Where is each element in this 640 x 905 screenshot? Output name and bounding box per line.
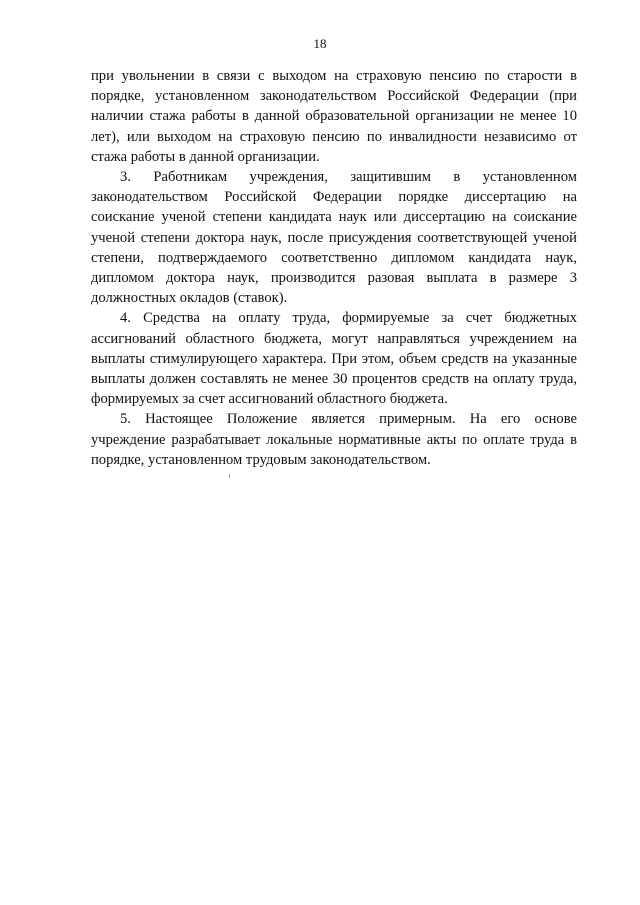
paragraph-continuation: при увольнении в связи с выходом на страховую пенсию по старости в порядке, установленном законодательством Российской Федерации (при наличии стажа работы в данной образовательной организации не менее 10 лет), или выходом на страховую пенсию по инвалидности независимо от стажа работы в данной организации. [91,68,577,165]
scan-speck [229,474,230,478]
paragraph-item-3: 3. Работникам учреждения, защитившим в установленном законодательством Российской Федерации порядке диссертацию на соискание ученой степени кандидата наук или диссертацию на соискание ученой степени доктора наук, после присуждения соответствующей ученой степени, подтверждаемого соответственно дипломом кандидата наук, дипломом доктора наук, производится разовая выплата в размере 3 должностных окладов (ставок). [91,169,577,307]
paragraph-item-5: 5. Настоящее Положение является примерным. На его основе учреждение разрабатывает локальные нормативные акты по оплате труда в порядке, установленном трудовым законодательством. [91,411,577,468]
paragraph-item-4: 4. Средства на оплату труда, формируемые за счет бюджетных ассигнований областного бюджета, могут направляться учреждением на выплаты стимулирующего характера. При этом, объем средств на указанные выплаты должен составлять не менее 30 процентов средств на оплату труда, формируемых за счет ассигнований областного бюджета. [91,310,577,408]
document-body [91,66,577,470]
page-number: 18 [313,36,327,51]
